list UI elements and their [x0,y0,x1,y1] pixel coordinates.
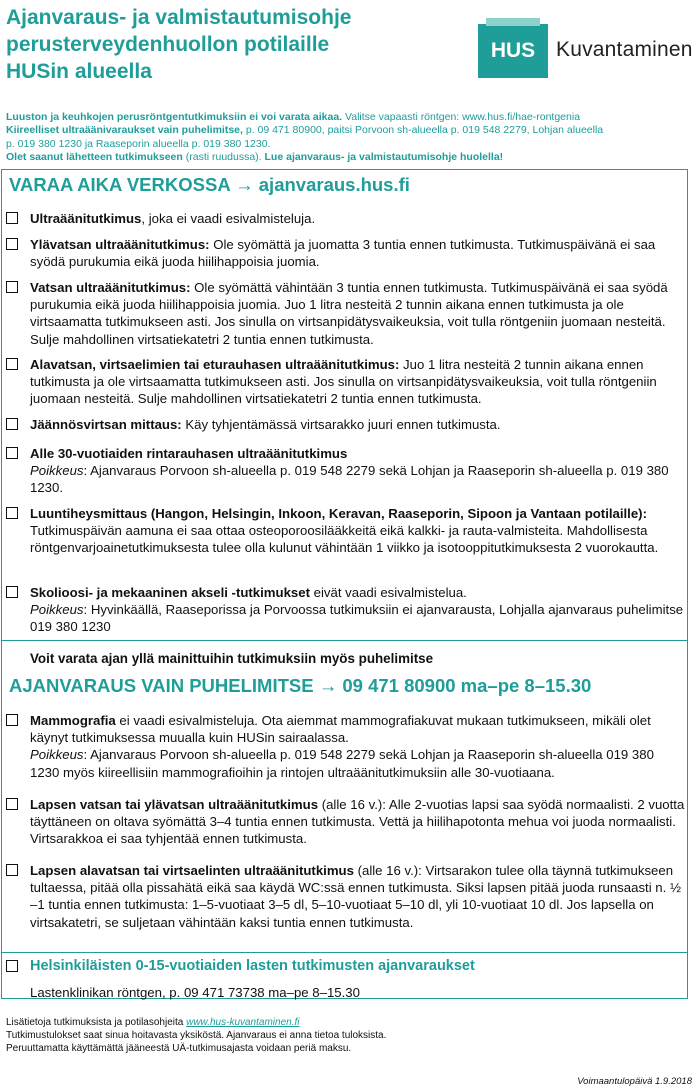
phone-intro: Voit varata ajan yllä mainittuihin tutkimuksiin myös puhelimitse [30,651,434,666]
online-booking-title: VARAA AIKA VERKOSSA → ajanvaraus.hus.fi [9,174,410,195]
phone-booking-title: AJANVARAUS VAIN PUHELIMITSE → 09 471 80900 ma–pe 8–15.30 [9,675,592,696]
hus-logo [478,24,694,78]
info-referral: Olet saanut lähetteen tutkimukseen [6,151,183,164]
footer-results: Tutkimustulokset saat sinua hoitavasta yksiköstä. Ajanvaraus ei anna tietoa tuloksista. [6,1029,387,1041]
hus-logo-text: Kuvantaminen [556,38,693,61]
checkbox[interactable] [6,714,18,726]
info-no-booking: Luuston ja keuhkojen perusröntgentutkimuksiin ei voi varata aikaa. [6,111,343,123]
info-checkbox-note: (rasti ruudussa). [182,151,265,164]
page-title [6,4,436,85]
title-line-1: Ajanvaraus- ja valmistautumisohje [6,6,352,29]
info-urgent: Kiireelliset ultraäänivaraukset vain puhelimitse, [6,124,243,137]
exam-item: Alle 30-vuotiaiden rintarauhasen ultraäänitutkimus Poikkeus: Ajanvaraus Porvoon sh-alueella p. 019 548 2279 sekä Lohjan ja Raaseporin sh-alueella p. 019 380 1230. [6,445,686,497]
website-link[interactable]: www.hus-kuvantaminen.fi [186,1017,300,1028]
checkbox[interactable] [6,864,18,876]
checkbox[interactable] [6,212,18,224]
checkbox[interactable] [6,238,18,250]
helsinki-title: Helsinkiläisten 0-15-vuotiaiden lasten tutkimusten ajanvaraukset [30,958,475,974]
helsinki-contact: Lastenklinikan röntgen, p. 09 471 73738 ma–pe 8–15.30 [30,985,360,1000]
checkbox[interactable] [6,798,18,810]
title-line-2: perusterveydenhuollon potilaille [6,33,330,56]
exam-item: Mammografia ei vaadi esivalmisteluja. Ota aiemmat mammografiakuvat mukaan tutkimukseen, mikäli olet käynyt tutkimuksessa muualla kuin HUSin sairaalassa. Poikkeus: Ajanvaraus Porvoon sh-alueella p. 019 548 2279 sekä Lohjan ja Raaseporin sh-alueella 019 380 1230 myös kiireellisiin mammografioihin ja rintojen ultraäänitutkimuksiin alle 30-vuotiaana. [6,712,686,781]
section-divider [1,952,688,953]
info-read-carefully: Lue ajanvaraus- ja valmistautumisohje huolella! [264,151,504,164]
info-raasepori: p. 019 380 1230 ja Raaseporin alueella p. 019 380 1230. [6,137,271,150]
checkbox[interactable] [6,447,18,459]
helsinki-item [6,958,686,975]
exam-item: Lapsen vatsan tai ylävatsan ultraäänitutkimus (alle 16 v.): Alle 2-vuotias lapsi saa syödä normaalisti. 2 vuotta täyttäneen on oltava syömättä 3–4 tuntia ennen tutkimusta. Vettä ja hiilihapotonta mehua voi juoda normaalisti. Virtsarakkoa ei saa tyhjentää ennen tutkimusta. [6,796,686,848]
exam-item: Ylävatsan ultraäänitutkimus: Ole syömättä ja juomatta 3 tuntia ennen tutkimusta. Tutkimuspäivänä ei saa syödä purukumia eikä juoda hiilihappoisia juomia. [6,236,686,270]
hus-logo-mark: HUS [478,24,548,78]
exam-item: Skolioosi- ja mekaaninen akseli -tutkimukset eivät vaadi esivalmistelua. Poikkeus: Hyvinkäällä, Raaseporissa ja Porvoossa tutkimuksiin ei ajanvarausta, Lohjalla ajanvaraus puhelimitse 019 380 1230 [6,584,686,636]
effective-date: Voimaantulopäivä 1.9.2018 [577,1076,692,1087]
footer: Lisätietoja tutkimuksista ja potilasohjeita www.hus-kuvantaminen.fi Tutkimustulokset saat sinua hoitavasta yksiköstä. Ajanvaraus ei anna tietoa tuloksista. Peruuttamatta käyttämättä jääneestä UÄ-tutkimusajasta voidaan periä maksu. [6,1017,387,1054]
exam-item: Alavatsan, virtsaelimien tai eturauhasen ultraäänitutkimus: Juo 1 litra nesteitä 2 tunnin aikana ennen tutkimusta ja ole virtsaamatta tutkimukseen asti. Jos sinulla on virtsanpidätysvaikeuksia, voit tulla röntgeniin juomaan nesteitä. Sulje mahdollinen virtsatiekatetri 2 tuntia ennen tutkimusta. [6,356,686,408]
checkbox[interactable] [6,960,18,972]
exam-item: Ultraäänitutkimus, joka ei vaadi esivalmisteluja. [6,210,686,227]
exam-item: Lapsen alavatsan tai virtsaelinten ultraäänitutkimus (alle 16 v.): Virtsarakon tulee olla täynnä tutkimukseen tultaessa, pitää olla pissahätä eikä saa käydä WC:ssä ennen tutkimusta. Siksi lapsen pitää juoda runsaasti n. ½ –1 tuntia ennen tutkimusta: 1–5-vuotiaat 3–5 dl, 5–10-vuotiaat 5–10 dl, yli 10-vuotiaat 10 dl. Jos lapsella on virtsakatetri, se suljetaan vähintään kaksi tuntia ennen tutkimusta. [6,862,686,931]
intro-info [6,111,694,165]
title-line-3: HUSin alueella [6,60,152,83]
checkbox[interactable] [6,418,18,430]
checkbox[interactable] [6,586,18,598]
footer-fee: Peruuttamatta käyttämättä jääneestä UÄ-tutkimusajasta voidaan periä maksu. [6,1042,352,1054]
exam-item: Vatsan ultraäänitutkimus: Ole syömättä vähintään 3 tuntia ennen tutkimusta. Tutkimuspäivänä ei saa syödä purukumia eikä juoda hiilihappoisia juomia. Juo 1 litra nesteitä 2 tunnin aikana ennen tutkimusta ja ole virtsaamatta tutkimukseen asti. Jos sinulla on virtsanpidätysvaikeuksia, voit tulla röntgeniin juomaan nesteitä. Sulje mahdollinen virtsatiekatetri 2 tuntia ennen tutkimusta. [6,279,686,348]
checkbox[interactable] [6,358,18,370]
checkbox[interactable] [6,281,18,293]
exam-item: Jäännösvirtsan mittaus: Käy tyhjentämässä virtsarakko juuri ennen tutkimusta. [6,416,686,433]
checkbox[interactable] [6,507,18,519]
exam-item: Luuntiheysmittaus (Hangon, Helsingin, Inkoon, Keravan, Raaseporin, Sipoon ja Vantaan potilaille): Tutkimuspäivän aamuna ei saa ottaa osteoporoosilääkkeitä eikä kalkki- ja rauta-valmisteita. Mahdollisesta röntgenvarjoainetutkimuksesta tulee olla kulunut vähintään 1 viikko ja isotooppitutkimuksesta 2 vuorokautta. [6,505,686,557]
info-urgent-phones: p. 09 471 80900, paitsi Porvoon sh-alueella p. 019 548 2279, Lohjan alueella [242,124,604,137]
info-choose-xray: Valitse vapaasti röntgen: www.hus.fi/hae-rontgenia [342,111,581,123]
section-divider [1,640,688,641]
